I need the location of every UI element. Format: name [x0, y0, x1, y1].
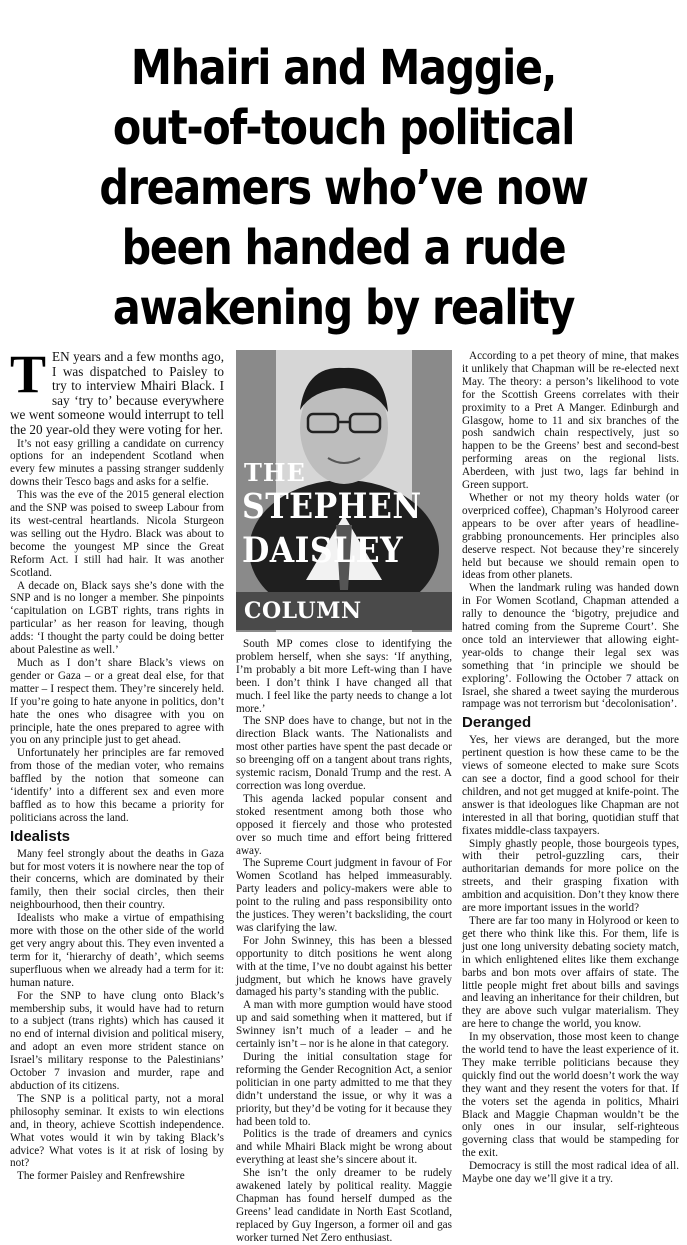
lead-paragraph [10, 344, 224, 438]
body-paragraph: Simply ghastly people, those bourgeois types, with their petrol-guzzling cars, their authoritarian demands for more police on the streets, and their grasping fixation with ambition and acquisition. Don’t they know there are more important issues in the world? [462, 837, 679, 915]
body-paragraph: This was the eve of the 2015 general election and the SNP was poised to sweep Labour from its west-central heartlands. Nicola Sturgeon was selling out the Hydro. Black was about to become the youngest MP since the Great Reform Act. I still had hair. It was another Scotland. [10, 489, 224, 579]
body-paragraph: A decade on, Black says she’s done with the SNP and is no longer a member. She pinpoints ‘capitulation on LGBT rights, trans rights in particular’ as her reason for leaving, though adds: ‘I thought the party could be doing better about Palestine as well.’ [10, 579, 224, 657]
body-paragraph: When the landmark ruling was handed down in For Women Scotland, Chapman attended a rally to denounce the ‘bigotry, prejudice and hatred coming from the Supreme Court’. She once told an interviewer that allowing eight-year-olds to change their legal sex was something that ‘in principle we should be exploring’. Following the October 7 attack on Israel, she shared a tweet saying the murderous rampage was not terrorism but ‘decolonisation’. [462, 582, 679, 711]
headline-line: been handed a rude [121, 220, 566, 277]
headline-line: Mhairi and Maggie, [130, 40, 557, 97]
body-paragraph: The SNP is a political party, not a moral philosophy seminar. It exists to win elections and, in theory, achieve Scottish independence. What votes would it win by taking Black’s advice? What votes is it at risk of losing by not? [10, 1092, 224, 1170]
body-paragraph: The former Paisley and Renfrewshire [17, 1170, 185, 1183]
headline-line: dreamers who’ve now [99, 160, 588, 217]
body-paragraph: Democracy is still the most radical idea of all. Maybe one day we’ll give it a try. [462, 1160, 679, 1186]
badge-first-name: STEPHEN [242, 486, 422, 527]
article-column-3 [462, 350, 679, 1196]
body-paragraph: During the initial consultation stage for reforming the Gender Recognition Act, a senior politician in one party admitted to me that they didn’t understand the issue, or why it was a priority, but they’d be voting for it because they had been told to. [236, 1051, 452, 1128]
body-paragraph: She isn’t the only dreamer to be rudely awakened lately by political reality. Maggie Chapman has found herself dumped as the Greens’ lead candidate in North East Scotland, replaced by Guy Ingerson, a former oil and gas worker turned Net Zero enthusiast. [236, 1167, 452, 1244]
body-paragraph: Idealists who make a virtue of empathising more with those on the other side of the world get very angry about this. They even invented a term for it, ‘hierarchy of death’, which seems superfluous when we already had a term for it: human nature. [10, 912, 224, 989]
columnist-badge [236, 350, 452, 632]
body-paragraph: Much as I don’t share Black’s views on gender or Gaza – or a great deal else, for that matter – I respect them. They’re sincerely held. If you’re going to hate anyone in politics, don’t hate the ones who disagree with you on principle, hate the ones prepared to agree with you on any principle just to get ahead. [10, 656, 224, 747]
body-paragraph: According to a pet theory of mine, that makes it unlikely that Chapman will be re-elected next May. The theory: a person’s likelihood to vote for the Scottish Greens correlates with their proximity to a Pret A Manger. Edinburgh and Glasgow, home to 11 and six branches of the posh sandwich chain respectively, just so happen to be the Greens’ best and second-best performing areas on the regional lists. Aberdeen, with just two, lags far behind in Green support. [462, 350, 679, 492]
subhead-deranged: Deranged [462, 714, 532, 732]
badge-the: THE [244, 458, 306, 487]
article-column-2 [236, 638, 452, 1244]
badge-last-name: DAISLEY [242, 530, 404, 571]
body-paragraph: Yes, her views are deranged, but the more pertinent question is how these came to be the views of someone elected to make sure Scots can see a doctor, find a good school for their children, and not get mugged at knife-point. The answer is that ideologues like Chapman are not interested in all that boring, quotidian stuff that fixates middle-class taxpayers. [462, 734, 679, 837]
headline-line: out-of-touch political [112, 100, 575, 157]
headline-line: awakening by reality [112, 280, 575, 337]
body-paragraph: There are far too many in Holyrood or keen to get there who think like this. For them, life is just one long university debating society match, in which enlightened elites like them exchange barbs and bon mots over affairs of state. The little people might fret about bills and savings and leaving an inheritance for their children, but they are above such vulgar materialism. They are here to change the world, you know. [462, 914, 679, 1031]
body-paragraph: In my observation, those most keen to change the world tend to have the least experience of it. They make terrible politicians because they quickly find out the world doesn’t work the way they want and they resent the voters for that. If the voters set the agenda in politics, Mhairi Black and Maggie Chapman wouldn’t be the only ones in our insular, self-righteous governing class that would be stampeding for the exit. [462, 1031, 679, 1160]
body-paragraph: It’s not easy grilling a candidate on currency options for an independent Scotland when every few minutes a passing stranger suddenly downs their Tesco bags and asks for a selfie. [10, 437, 224, 489]
body-paragraph: Unfortunately her principles are far removed from those of the median voter, who remains baffled by the notion that someone can ‘identify’ into a different sex and even more baffled as to how this became a priority for politicians across the land. [10, 747, 224, 824]
body-paragraph: Many feel strongly about the deaths in Gaza but for most voters it is nowhere near the top of their concerns, which are dominated by their family, then their social circles, then their neighbourhood, then their country. [10, 847, 224, 912]
body-paragraph: This agenda lacked popular consent and stoked resentment among both those who opposed it fiercely and those who protested over so much time and effort being frittered away. [236, 792, 452, 857]
badge-column-label: COLUMN [236, 592, 452, 630]
body-paragraph: For John Swinney, this has been a blessed opportunity to ditch positions he went along with at the time, I’ve no doubt against his better judgment, but which he knows have gravely damaged his party’s standing with the public. [236, 934, 452, 999]
body-paragraph: Whether or not my theory holds water (or overpriced coffee), Chapman’s Holyrood career appears to be over after years of headline-grabbing pronouncements. Her principles also deserve respect. Not because they’re sincerely held but because we should remain open to ideas from other planets. [462, 491, 679, 582]
body-paragraph: For the SNP to have clung onto Black’s membership subs, it would have had to return to a subject (trans rights) which has caused it no end of internal division and political misery, and adopt an even more strident stance on Israel’s military response to the Palestinians’ October 7 invasion and murder, rape and abduction of its citizens. [10, 989, 224, 1092]
lead-text: EN years and a few months ago, I was dispatched to Paisley to try to interview Mhairi Black. I say ‘try to’ because everywhere we went someone would interrupt to tell the 20 year-old they were voting for her. [10, 349, 224, 437]
body-paragraph: South MP comes close to identifying the problem herself, when she says: ‘If anything, I’m probably a bit more Left-wing than I have been. I don’t think I have changed all that much. I feel like the party needs to change a lot more.’ [236, 638, 452, 715]
body-paragraph: A man with more gumption would have stood up and said something when it mattered, but if Swinney isn’t much of a leader – and he certainly isn’t – nor is he alone in that category. [236, 999, 452, 1051]
drop-cap: T [10, 344, 47, 404]
body-paragraph: The Supreme Court judgment in favour of For Women Scotland has helped immeasurably. Party leaders and policy-makers were able to point to the ruling and pass responsibility onto the justices. They weren’t backsliding, the court was clarifying the law. [236, 857, 452, 934]
subhead-idealists: Idealists [10, 827, 71, 845]
headline [57, 38, 631, 338]
body-paragraph: Politics is the trade of dreamers and cynics and while Mhairi Black might be wrong about everything at least she’s sincere about it. [236, 1128, 452, 1167]
article-column-1 [10, 344, 224, 1196]
body-paragraph: The SNP does have to change, but not in the direction Black wants. The Nationalists and most other parties have spent the past decade or so breenging off on a tangent about trans rights, systemic racism, Donald Trump and the rest. A correction was long overdue. [236, 715, 452, 792]
